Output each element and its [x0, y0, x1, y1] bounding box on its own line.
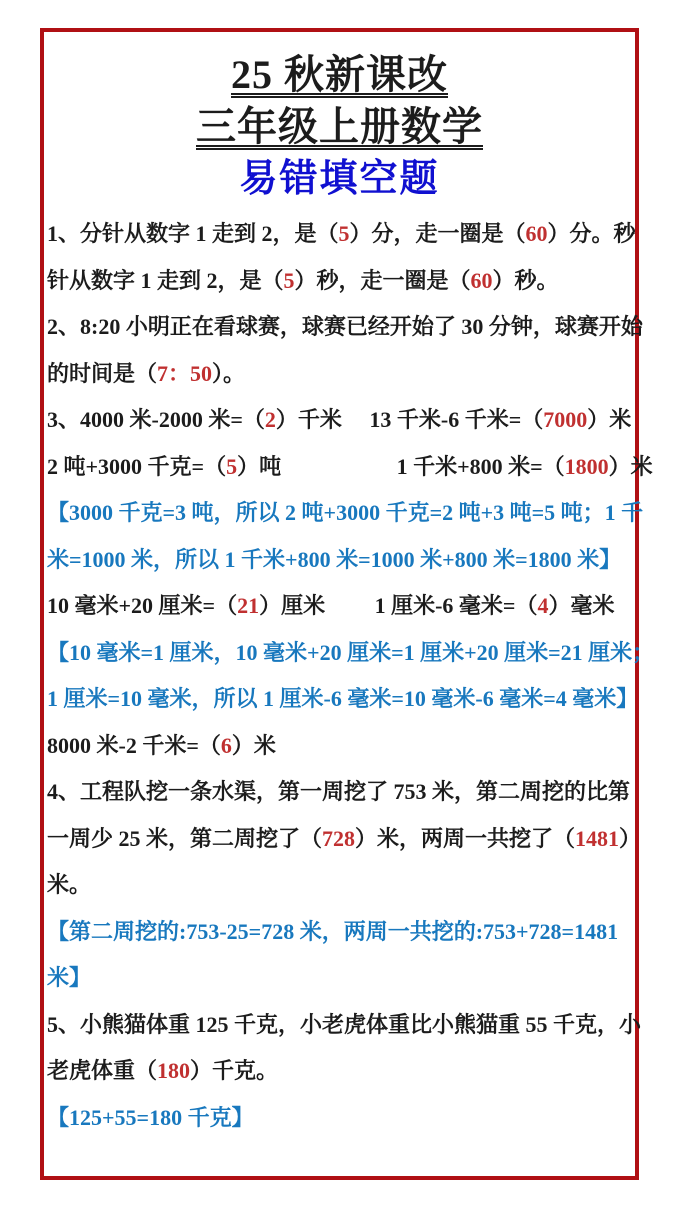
answer-text: 180 [157, 1058, 191, 1083]
question-text: ）分。秒 [547, 221, 636, 246]
answer-text: 7000 [543, 407, 588, 432]
question-text: ）厘米 1 厘米-6 毫米=（ [259, 593, 538, 618]
question-text: ）分，走一圈是（ [349, 221, 526, 246]
note-text: 米=1000 米，所以 1 千米+800 米=1000 米+800 米=1800 米】 [47, 546, 622, 572]
answer-text: 2 [264, 407, 276, 432]
answer-text: 7：50 [157, 360, 213, 386]
note-4-line-1 [47, 909, 632, 956]
note-text: 米】 [47, 965, 92, 990]
note-3b-line-1 [47, 630, 655, 677]
note-3a-line-1 [47, 490, 644, 537]
answer-text: 5 [283, 267, 295, 293]
note-4-line-2 [47, 955, 632, 1002]
question-text: ）千克。 [190, 1058, 279, 1083]
note-3b-line-2 [47, 676, 639, 723]
question-text: ） [619, 825, 642, 851]
note-3a-line-2 [47, 537, 632, 584]
question-1-line-1 [47, 211, 636, 258]
title-line-1: 25 秋新课改 [231, 52, 448, 97]
worksheet-body [47, 211, 655, 1141]
question-2-line-1 [47, 304, 643, 351]
answer-text: 5 [226, 453, 238, 479]
note-text: 【第二周挖的:753-25=728 米，两周一共挖的:753+728=1481 [47, 918, 619, 944]
question-4-line-3 [47, 862, 632, 909]
question-3-line-4 [47, 723, 632, 770]
question-text: 2 吨+3000 千克=（ [47, 453, 227, 479]
answer-text: 60 [470, 267, 493, 293]
question-text: ）吨 1 千米+800 米=（ [237, 453, 565, 479]
answer-text: 5 [338, 221, 350, 246]
question-text: 1、分针从数字 1 走到 2，是（ [47, 221, 339, 246]
worksheet-page [40, 28, 655, 1180]
question-text: ）。 [212, 360, 246, 386]
question-text: 5、小熊猫体重 125 千克，小老虎体重比小熊猫重 55 千克，小 [47, 1011, 642, 1037]
question-5-line-2 [47, 1048, 632, 1095]
question-text: 2、8:20 小明正在看球赛，球赛已经开始了 30 分钟，球赛开始 [47, 314, 643, 339]
question-text: ）米 [608, 453, 653, 479]
answer-text: 4 [537, 593, 549, 618]
title-line-2: 三年级上册数学 [196, 104, 483, 149]
answer-text: 1800 [564, 453, 609, 479]
question-5-line-1 [47, 1002, 642, 1049]
question-1-line-2 [47, 258, 632, 305]
question-text: 3、4000 米-2000 米=（ [47, 407, 265, 432]
question-text: ）秒。 [492, 267, 559, 293]
answer-text: 21 [237, 593, 260, 618]
question-text: ）千米 13 千米-6 千米=（ [275, 407, 544, 432]
question-text: 4、工程队挖一条水渠，第一周挖了 753 米，第二周挖的比第 [47, 779, 631, 804]
question-4-line-1 [47, 769, 632, 816]
question-3-line-1 [47, 397, 632, 444]
question-text: ）秒，走一圈是（ [294, 267, 471, 293]
question-text: ）米，两周一共挖了（ [355, 825, 576, 851]
question-3-line-3 [47, 583, 632, 630]
question-4-line-2 [47, 816, 642, 863]
question-text: 10 毫米+20 厘米=（ [47, 593, 238, 618]
question-2-line-2 [47, 351, 632, 398]
answer-text: 6 [220, 732, 232, 758]
question-3-line-2 [47, 444, 653, 491]
answer-text: 1481 [575, 825, 620, 851]
question-text: 针从数字 1 走到 2，是（ [47, 267, 284, 293]
question-text: ）毫米 [548, 593, 615, 618]
note-text: 【125+55=180 千克】 [47, 1104, 254, 1130]
answer-text: 728 [322, 825, 356, 851]
question-text: ）米 [231, 732, 276, 758]
question-text: 米。 [47, 872, 92, 897]
note-text: 1 厘米=10 毫米，所以 1 厘米-6 毫米=10 毫米-6 毫米=4 毫米】 [47, 686, 639, 711]
note-text: 【10 毫米=1 厘米，10 毫米+20 厘米=1 厘米+20 厘米=21 厘米； [47, 639, 655, 665]
question-text: 的时间是（ [47, 360, 158, 386]
question-text: ）米 [587, 407, 632, 432]
subtitle: 易错填空题 [239, 158, 440, 200]
question-text: 老虎体重（ [47, 1058, 158, 1083]
note-text: 【3000 千克=3 吨，所以 2 吨+3000 千克=2 吨+3 吨=5 吨；1 千 [47, 500, 644, 525]
question-text: 8000 米-2 千米=（ [47, 732, 221, 758]
answer-text: 60 [525, 221, 548, 246]
question-text: 一周少 25 米，第二周挖了（ [47, 825, 323, 851]
note-5-line-1 [47, 1095, 632, 1142]
